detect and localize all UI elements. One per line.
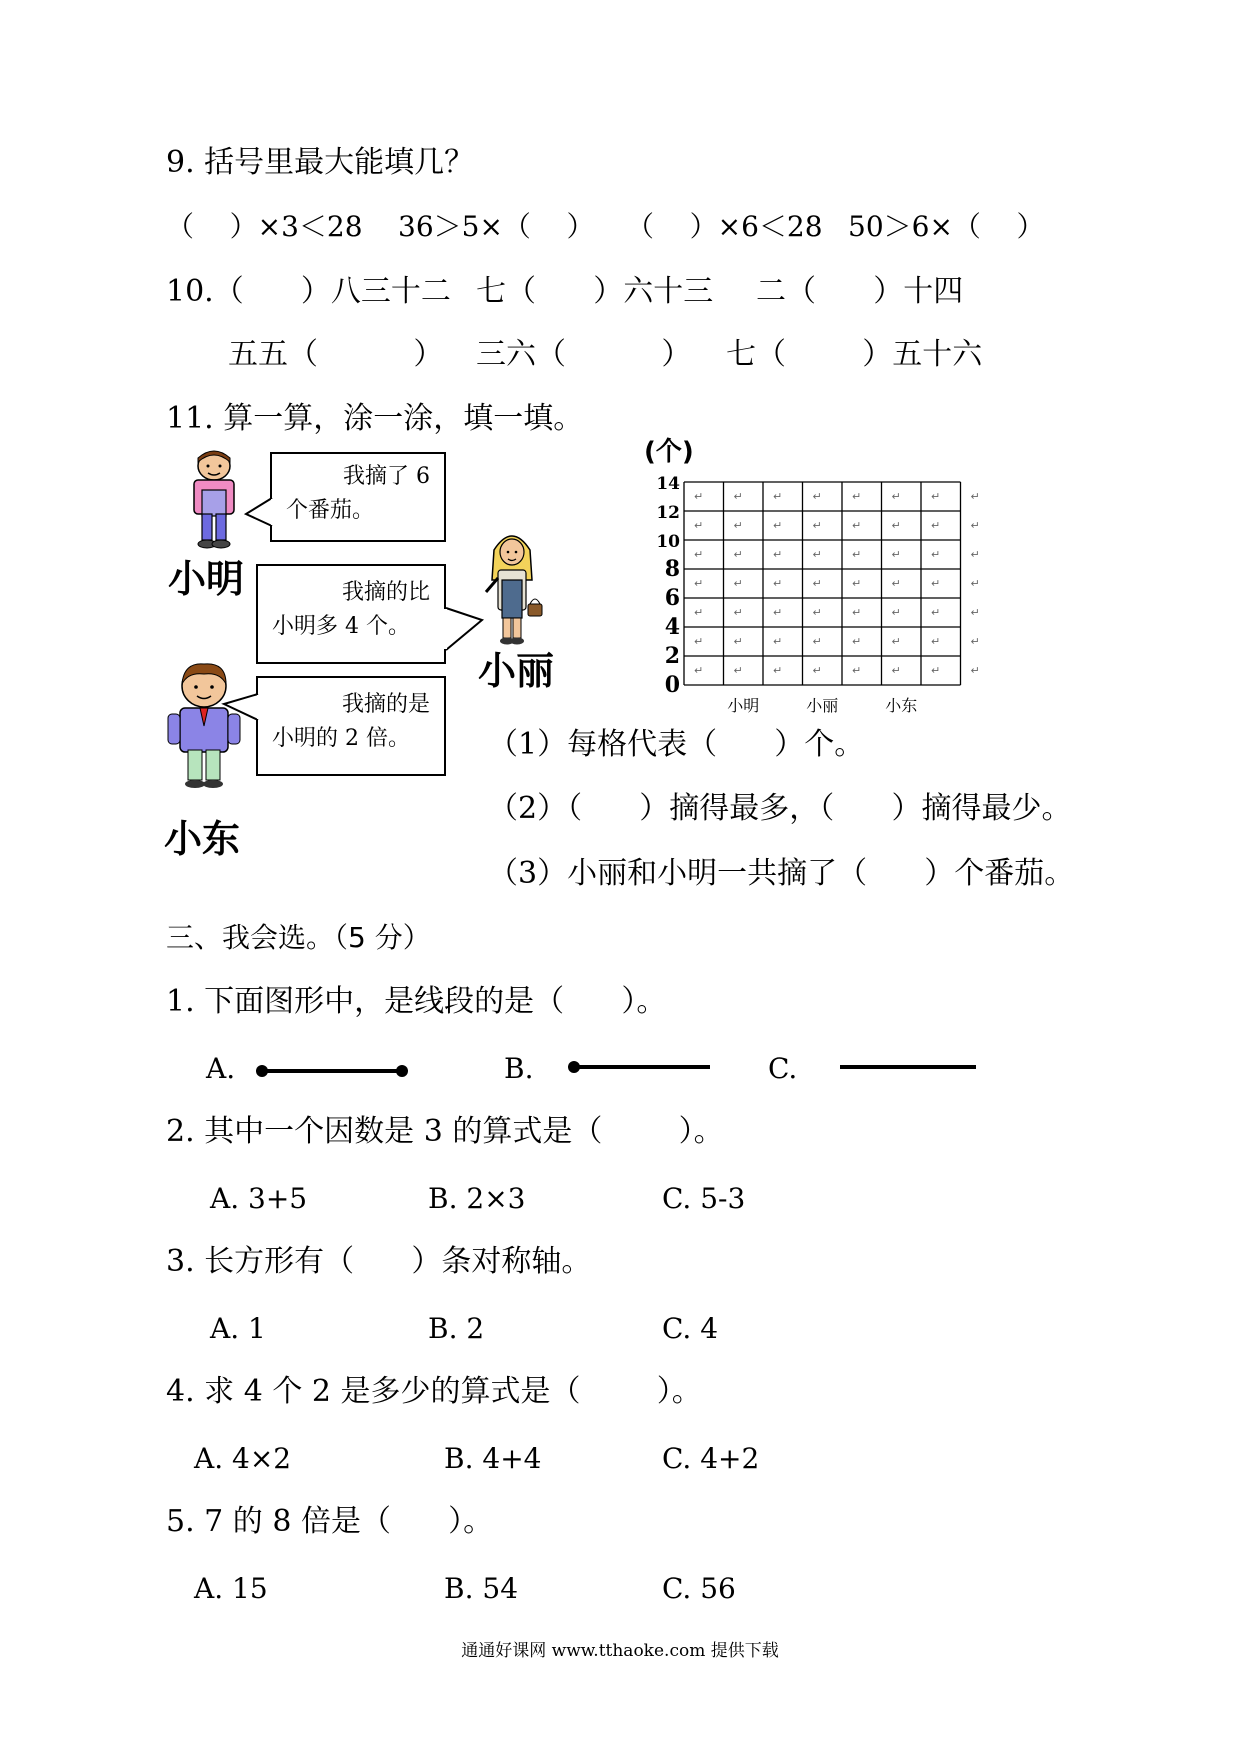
cell-mark: ↵: [931, 519, 941, 532]
cell-mark: ↵: [891, 577, 901, 590]
y-tick-label: 4: [664, 614, 680, 640]
s3-q3-option-c[interactable]: C. 4: [662, 1312, 719, 1345]
q10-item-2: 七（ ）六十三: [476, 274, 714, 309]
cell-mark: ↵: [970, 577, 980, 590]
s3-q2-option-b[interactable]: B. 2×3: [428, 1182, 526, 1215]
cell-mark: ↵: [852, 635, 862, 648]
cell-mark: ↵: [970, 606, 980, 619]
xiaodong-bubble-tail-icon: [222, 690, 260, 730]
tomato-bar-chart: [640, 430, 980, 730]
q10-item-3: 二（ ）十四: [756, 274, 964, 309]
s3-q1-option-a[interactable]: A.: [206, 1052, 236, 1085]
cell-mark: ↵: [773, 577, 783, 590]
xiaoming-figure-icon: [180, 450, 248, 550]
cell-mark: ↵: [931, 577, 941, 590]
s3-q1-option-c[interactable]: C.: [768, 1052, 798, 1085]
cell-mark: ↵: [931, 548, 941, 561]
cell-mark: ↵: [733, 519, 743, 532]
cell-mark: ↵: [970, 548, 980, 561]
cell-mark: ↵: [812, 490, 822, 503]
s3-q3-text: 3. 长方形有（ ）条对称轴。: [166, 1244, 592, 1279]
cell-mark: ↵: [812, 664, 822, 677]
s3-q5-option-b[interactable]: B. 54: [444, 1572, 519, 1605]
cell-mark: ↵: [970, 490, 980, 503]
chart-y-ticks: [656, 474, 680, 698]
cell-mark: ↵: [891, 490, 901, 503]
cell-mark: ↵: [931, 490, 941, 503]
cell-mark: ↵: [694, 635, 704, 648]
cell-mark: ↵: [694, 548, 704, 561]
s3-q2-option-c[interactable]: C. 5-3: [662, 1182, 746, 1215]
s3-q3-option-b[interactable]: B. 2: [428, 1312, 485, 1345]
cell-mark: ↵: [852, 519, 862, 532]
xiaodong-name: 小东: [164, 817, 241, 861]
y-tick-label: 2: [664, 643, 680, 669]
segment-both-endpoints-icon: [254, 1058, 414, 1084]
cell-mark: ↵: [970, 519, 980, 532]
y-tick-label: 8: [664, 556, 680, 582]
cell-mark: ↵: [773, 519, 783, 532]
q10-item-4: 五五（ ）: [228, 337, 444, 372]
cell-mark: ↵: [812, 519, 822, 532]
y-tick-label: 14: [656, 474, 680, 494]
y-tick-label: 0: [664, 672, 680, 698]
s3-q4-option-b[interactable]: B. 4+4: [444, 1442, 542, 1475]
xiaoli-speech-bubble: [256, 564, 446, 664]
cell-mark: ↵: [852, 548, 862, 561]
cell-mark: ↵: [970, 635, 980, 648]
cell-mark: ↵: [733, 577, 743, 590]
s3-q3-option-a[interactable]: A. 1: [210, 1312, 266, 1345]
cell-mark: ↵: [694, 490, 704, 503]
s3-q1-text: 1. 下面图形中，是线段的是（ ）。: [166, 984, 667, 1019]
xiaoli-name: 小丽: [478, 649, 555, 693]
cell-mark: ↵: [970, 664, 980, 677]
q9-item-4: 50＞6×（ ）: [848, 210, 1045, 243]
xiaoming-bubble-line2: 个番茄。: [286, 498, 375, 523]
y-tick-label: 10: [656, 532, 680, 552]
q9-title: 9. 括号里最大能填几？: [166, 145, 475, 180]
cell-mark: ↵: [891, 606, 901, 619]
xiaoli-bubble-line2: 小明多 4 个。: [272, 614, 410, 639]
cell-mark: ↵: [852, 490, 862, 503]
s3-q4-option-a[interactable]: A. 4×2: [194, 1442, 292, 1475]
q11-sub1: （1）每格代表（ ）个。: [488, 727, 865, 762]
q9-item-1: （ ）×3＜28: [166, 210, 363, 243]
chart-cell-marks: [694, 490, 980, 677]
cell-mark: ↵: [694, 606, 704, 619]
cell-mark: ↵: [733, 664, 743, 677]
cell-mark: ↵: [733, 548, 743, 561]
x-category-label: 小丽: [806, 696, 839, 715]
cell-mark: ↵: [773, 606, 783, 619]
cell-mark: ↵: [931, 606, 941, 619]
xiaoming-name: 小明: [168, 557, 245, 601]
s3-q5-option-a[interactable]: A. 15: [194, 1572, 268, 1605]
cell-mark: ↵: [733, 606, 743, 619]
cell-mark: ↵: [891, 635, 901, 648]
cell-mark: ↵: [812, 635, 822, 648]
x-category-label: 小明: [727, 696, 760, 715]
cell-mark: ↵: [812, 577, 822, 590]
cell-mark: ↵: [931, 635, 941, 648]
xiaoming-bubble-tail-icon: [244, 496, 274, 530]
cell-mark: ↵: [812, 606, 822, 619]
cell-mark: ↵: [812, 548, 822, 561]
section3-title: 三、我会选。（5 分）: [166, 921, 431, 954]
x-category-label: 小东: [885, 696, 918, 715]
cell-mark: ↵: [852, 577, 862, 590]
cell-mark: ↵: [891, 548, 901, 561]
q9-item-3: （ ）×6＜28: [626, 210, 823, 243]
s3-q1-option-b[interactable]: B.: [504, 1052, 534, 1085]
q11-sub3: （3）小丽和小明一共摘了（ ）个番茄。: [488, 856, 1075, 891]
cell-mark: ↵: [694, 664, 704, 677]
cell-mark: ↵: [852, 664, 862, 677]
q10-item-6: 七（ ）五十六: [726, 337, 983, 372]
xiaodong-bubble-line2: 小明的 2 倍。: [272, 726, 410, 751]
s3-q4-option-c[interactable]: C. 4+2: [662, 1442, 760, 1475]
q10-item-1: 10.（ ）八三十二: [166, 274, 451, 309]
xiaodong-bubble-line1: 我摘的是: [341, 692, 430, 717]
cell-mark: ↵: [891, 664, 901, 677]
xiaoming-speech-bubble: [270, 452, 446, 542]
chart-y-unit-label: (个): [644, 437, 694, 467]
cell-mark: ↵: [891, 519, 901, 532]
cell-mark: ↵: [773, 490, 783, 503]
s3-q4-text: 4. 求 4 个 2 是多少的算式是（ ）。: [166, 1374, 702, 1409]
y-tick-label: 6: [664, 585, 680, 611]
q9-item-2: 36＞5×（ ）: [398, 210, 595, 243]
cell-mark: ↵: [733, 490, 743, 503]
xiaoli-figure-icon: [478, 530, 546, 648]
xiaoming-bubble-line1: 我摘了 6: [343, 464, 430, 489]
y-tick-label: 12: [656, 503, 680, 523]
cell-mark: ↵: [694, 519, 704, 532]
q10-item-5: 三六（ ）: [476, 337, 692, 372]
cell-mark: ↵: [852, 606, 862, 619]
cell-mark: ↵: [694, 577, 704, 590]
q11-sub2: （2）（ ）摘得最多，（ ）摘得最少。: [488, 791, 1072, 826]
s3-q5-option-c[interactable]: C. 56: [662, 1572, 736, 1605]
xiaodong-speech-bubble: [256, 676, 446, 776]
chart-grid: [684, 482, 961, 685]
cell-mark: ↵: [773, 664, 783, 677]
s3-q2-option-a[interactable]: A. 3+5: [210, 1182, 308, 1215]
cell-mark: ↵: [773, 548, 783, 561]
footer-credit: 通通好课网 www.tthaoke.com 提供下载: [461, 1641, 779, 1661]
chart-x-labels: [727, 696, 917, 715]
cell-mark: ↵: [931, 664, 941, 677]
ray-one-endpoint-icon: [566, 1054, 716, 1080]
s3-q5-text: 5. 7 的 8 倍是（ ）。: [166, 1504, 494, 1539]
cell-mark: ↵: [733, 635, 743, 648]
q11-title: 11. 算一算，涂一涂，填一填。: [166, 401, 584, 436]
cell-mark: ↵: [773, 635, 783, 648]
line-no-endpoints-icon: [836, 1054, 982, 1080]
xiaoli-bubble-line1: 我摘的比: [341, 580, 430, 605]
s3-q2-text: 2. 其中一个因数是 3 的算式是（ ）。: [166, 1114, 724, 1149]
